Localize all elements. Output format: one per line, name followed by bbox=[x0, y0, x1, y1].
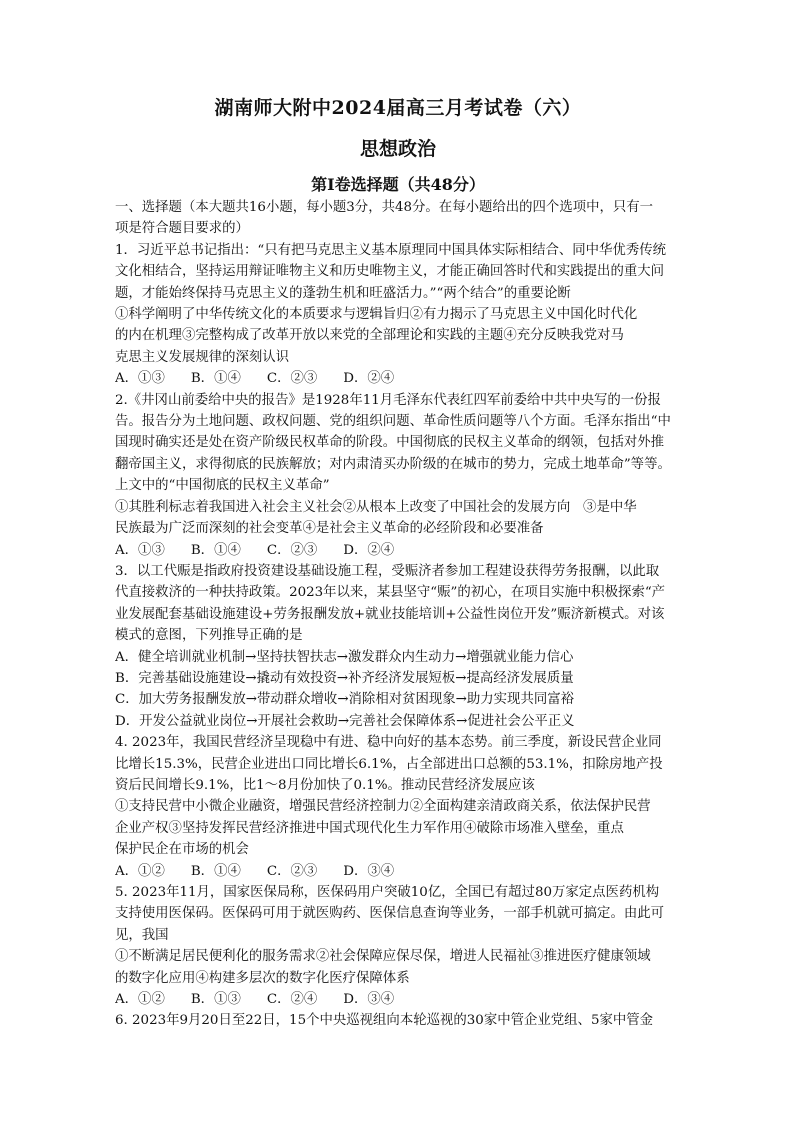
question-stem-line: 代直接救济的一种扶持政策。2023年以来，某县坚守“赈”的初心，在项目实施中积极探索“产 bbox=[115, 585, 666, 601]
question-stem-line: 1．习近平总书记指出：“只有把马克思主义基本原理同中国具体实际相结合、同中华优秀传统 bbox=[115, 242, 666, 258]
question-stem-line: 3．以工代赈是指政府投资建设基础设施工程，受赈济者参加工程建设获得劳务报酬，以此取 bbox=[115, 563, 660, 579]
question-stem-line: 6. 2023年9月20日至22日，15个中央巡视组向本轮巡视的30家中管企业党组、5家中管金 bbox=[115, 1013, 654, 1029]
question-4 bbox=[115, 732, 681, 882]
option-a: A．①③ bbox=[115, 371, 165, 387]
option-c: C．②④ bbox=[266, 992, 318, 1008]
question-6 bbox=[115, 1010, 681, 1031]
option-d: D．③④ bbox=[343, 992, 395, 1008]
subject-title: 思想政治 bbox=[359, 138, 436, 160]
option-b: B．①④ bbox=[190, 863, 241, 879]
answer-options bbox=[115, 368, 681, 389]
question-stem-line: 比增长15.3%，民营企业进出口同比增长6.1%，占全部进出口总额的53.1%，扣除房地产投 bbox=[115, 756, 663, 772]
statement-line: ①支持民营中小微企业融资，增强民营经济控制力②全面构建亲清政商关系，依法保护民营 bbox=[115, 799, 651, 815]
option-d: D．②④ bbox=[343, 542, 395, 558]
option-c: C．②③ bbox=[266, 371, 318, 387]
statement-line: ①不断满足居民便利化的服务需求②社会保障应保尽保，增进人民福祉③推进医疗健康领域 bbox=[115, 949, 651, 965]
instruction-line: 项是符合题目要求的） bbox=[115, 221, 249, 237]
section-heading: 第Ⅰ卷选择题（共48分） bbox=[311, 175, 485, 194]
choice-a: A．健全培训就业机制→坚持扶智扶志→激发群众内生动力→增强就业能力信心 bbox=[115, 649, 574, 665]
question-stem-line: 业发展配套基础设施建设+劳务报酬发放+就业技能培训+公益性岗位开发”赈济新模式。对该 bbox=[115, 606, 665, 622]
question-stem-line: 告。报告分为土地问题、政权问题、党的组织问题、革命性质问题等八个方面。毛泽东指出“中 bbox=[115, 414, 671, 430]
option-b: B．①④ bbox=[190, 542, 241, 558]
question-stem-line: 国现时确实还是处在资产阶级民权革命的阶段。中国彻底的民权主义革命的纲领，包括对外推 bbox=[115, 435, 665, 451]
instruction-line: 一、选择题（本大题共16小题，每小题3分，共48分。在每小题给出的四个选项中，只有一 bbox=[115, 200, 654, 215]
question-3 bbox=[115, 561, 681, 732]
question-5 bbox=[115, 882, 681, 1010]
answer-options bbox=[115, 540, 681, 561]
option-a: A．①② bbox=[115, 863, 165, 879]
question-stem-line: 题，才能始终保持马克思主义的蓬勃生机和旺盛活力。”“两个结合”的重要论断 bbox=[115, 285, 571, 301]
statement-line: ①其胜利标志着我国进入社会主义社会②从根本上改变了中国社会的发展方向 ③是中华 bbox=[115, 499, 637, 515]
instructions bbox=[115, 197, 681, 240]
question-stem-line: 见，我国 bbox=[115, 927, 169, 943]
answer-options bbox=[115, 989, 681, 1010]
question-stem-line: 资后民间增长9.1%，比1～8月份加快了0.1%。推动民营经济发展应该 bbox=[115, 777, 535, 793]
statement-line: 的内在机理③完整构成了改革开放以来党的全部理论和实践的主题④充分反映我党对马 bbox=[115, 328, 624, 344]
question-stem-line: 翻帝国主义，求得彻底的民族解放；对内肃清买办阶级的在城市的势力，完成土地革命”等等。 bbox=[115, 456, 671, 472]
question-stem-line: 5. 2023年11月，国家医保局称，医保码用户突破10亿，全国已有超过80万家定点医药机构 bbox=[115, 885, 660, 900]
question-stem-line: 文化相结合，坚持运用辩证唯物主义和历史唯物主义，才能正确回答时代和实践提出的重大问 bbox=[115, 264, 665, 280]
statement-line: 克思主义发展规律的深刻认识 bbox=[115, 349, 290, 365]
option-d: D．②④ bbox=[343, 371, 395, 387]
option-c: C．②③ bbox=[266, 863, 318, 879]
question-stem-line: 2.《井冈山前委给中央的报告》是1928年11月毛泽东代表红四军前委给中共中央写的一份报 bbox=[115, 392, 661, 408]
statement-line: 民族最为广泛而深刻的社会变革④是社会主义革命的必经阶段和必要准备 bbox=[115, 521, 544, 537]
option-a: A．①③ bbox=[115, 542, 165, 558]
choice-d: D．开发公益就业岗位→开展社会救助→完善社会保障体系→促进社会公平正义 bbox=[115, 713, 575, 729]
question-stem-line: 4. 2023年，我国民营经济呈现稳中有进、稳中向好的基本态势。前三季度，新设民营企业同 bbox=[115, 735, 662, 751]
choice-b: B．完善基础设施建设→撬动有效投资→补齐经济发展短板→提高经济发展质量 bbox=[115, 670, 574, 686]
exam-page bbox=[115, 92, 681, 1032]
option-c: C．②③ bbox=[266, 542, 318, 558]
question-stem-line: 模式的意图，下列推导正确的是 bbox=[115, 628, 303, 644]
option-b: B．①③ bbox=[190, 992, 241, 1008]
question-2 bbox=[115, 390, 681, 561]
question-stem-line: 上文中的“中国彻底的民权主义革命” bbox=[115, 478, 330, 494]
option-b: B．①④ bbox=[190, 371, 241, 387]
answer-options bbox=[115, 861, 681, 882]
statement-line: 保护民企在市场的机会 bbox=[115, 842, 249, 858]
statement-line: ①科学阐明了中华传统文化的本质要求与逻辑旨归②有力揭示了马克思主义中国化时代化 bbox=[115, 307, 638, 323]
choice-c: C．加大劳务报酬发放→带动群众增收→消除相对贫困现象→助力实现共同富裕 bbox=[115, 692, 575, 708]
statement-line: 企业产权③坚持发挥民营经济推进中国式现代化生力军作用④破除市场准入壁垒，重点 bbox=[115, 820, 624, 836]
option-a: A．①② bbox=[115, 992, 165, 1008]
question-stem-line: 支持使用医保码。医保码可用于就医购药、医保信息查询等业务，一部手机就可搞定。由此可 bbox=[115, 906, 665, 922]
statement-line: 的数字化应用④构建多层次的数字化医疗保障体系 bbox=[115, 970, 410, 986]
exam-title: 湖南师大附中2024届高三月考试卷（六） bbox=[214, 97, 582, 119]
option-d: D．③④ bbox=[343, 863, 395, 879]
question-1 bbox=[115, 240, 681, 390]
